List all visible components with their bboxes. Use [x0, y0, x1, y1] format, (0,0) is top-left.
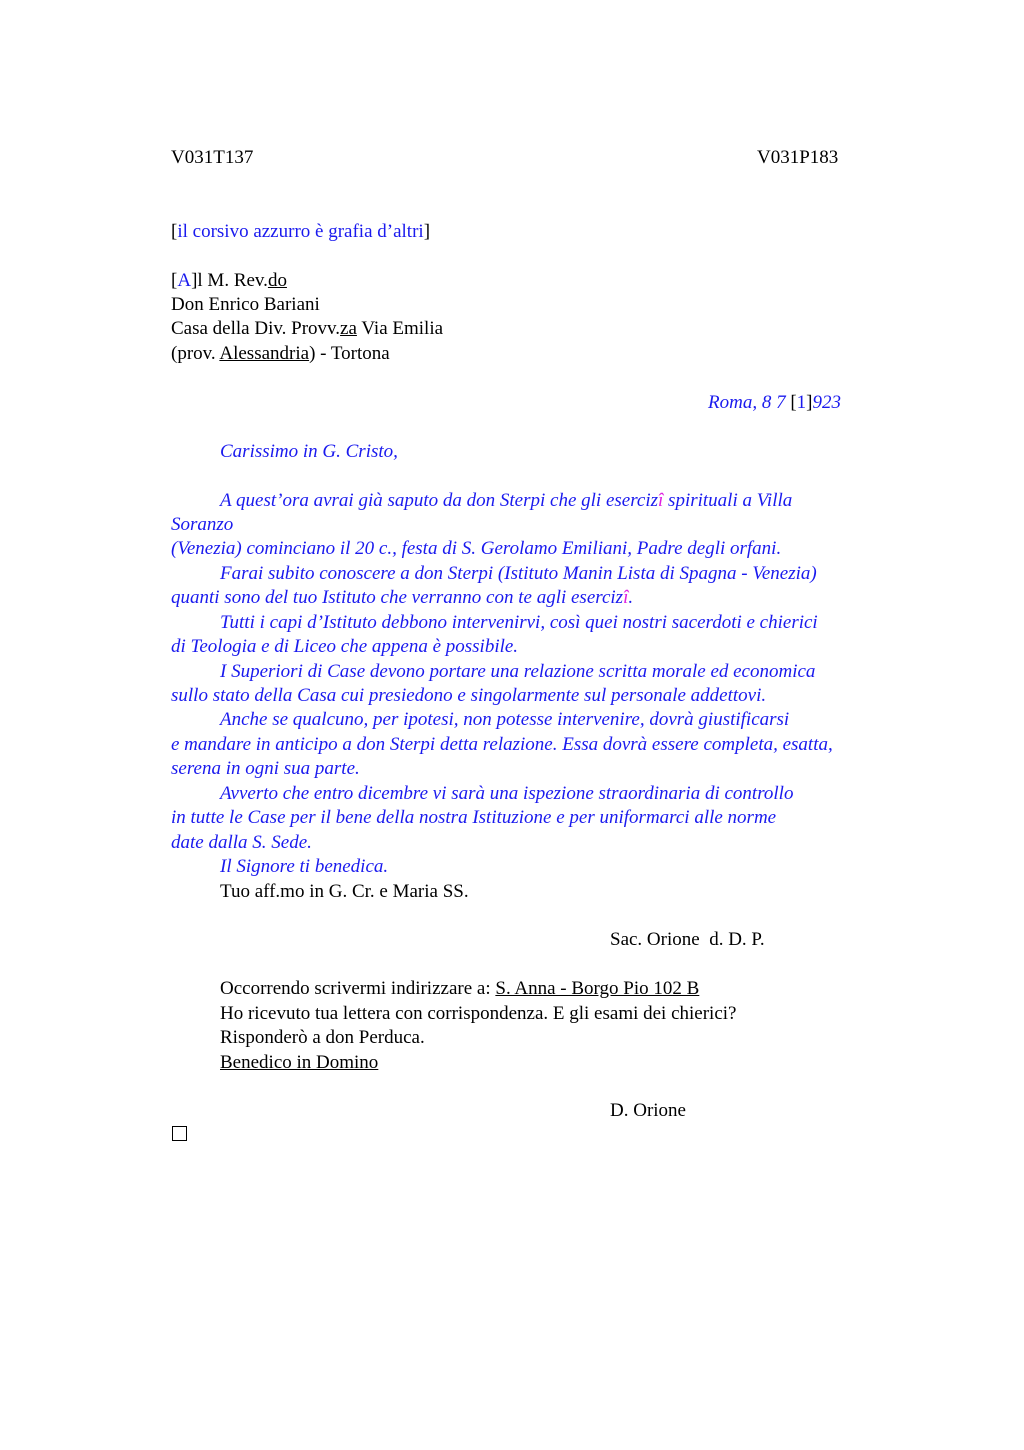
closing-line: Tuo aff.mo in G. Cr. e Maria SS. — [220, 881, 469, 902]
document-code-right: V031P183 — [757, 147, 839, 168]
postscript-line: Occorrendo scrivermi indirizzare a: S. Anna - Borgo Pio 102 B — [220, 978, 700, 999]
body-line: di Teologia e di Liceo che appena è possibile. — [171, 636, 519, 657]
body-line: Avverto che entro dicembre vi sarà una ispezione straordinaria di controllo — [220, 783, 794, 804]
letter-date: Roma, 8 7 [1]923 — [708, 392, 841, 413]
end-mark-box — [172, 1126, 187, 1141]
body-line: sullo stato della Casa cui presiedono e singolarmente sul personale addettovi. — [171, 685, 767, 706]
address-line-2: Don Enrico Bariani — [171, 294, 320, 315]
body-line: in tutte le Case per il bene della nostra Istituzione e per uniformarci alle norme — [171, 807, 777, 828]
body-line: Farai subito conoscere a don Sterpi (Istituto Manin Lista di Spagna - Venezia) — [220, 563, 817, 584]
body-line: date dalla S. Sede. — [171, 832, 312, 853]
postscript-line: Ho ricevuto tua lettera con corrispondenza. E gli esami dei chierici? — [220, 1003, 737, 1024]
salutation: Carissimo in G. Cristo, — [220, 441, 398, 462]
postscript-line: Risponderò a don Perduca. — [220, 1027, 425, 1048]
body-line: Soranzo — [171, 514, 234, 535]
body-line: (Venezia) cominciano il 20 c., festa di S. Gerolamo Emiliani, Padre degli orfani. — [171, 538, 782, 559]
body-line: quanti sono del tuo Istituto che verranno con te agli esercizî. — [171, 587, 634, 608]
document-code-left: V031T137 — [171, 147, 254, 168]
body-line: serena in ogni sua parte. — [171, 758, 360, 779]
body-line: I Superiori di Case devono portare una relazione scritta morale ed economica — [220, 661, 816, 682]
body-line: Anche se qualcuno, per ipotesi, non potesse intervenire, dovrà giustificarsi — [220, 709, 790, 730]
signature: D. Orione — [610, 1100, 686, 1121]
address-line-1: [A]l M. Rev.do — [171, 270, 287, 291]
editorial-note: [il corsivo azzurro è grafia d’altri] — [171, 221, 431, 242]
body-line: A quest’ora avrai già saputo da don Sterpi che gli esercizî spirituali a Villa — [220, 490, 793, 511]
address-line-3: Casa della Div. Provv.za Via Emilia — [171, 318, 444, 339]
body-line: e mandare in anticipo a don Sterpi detta relazione. Essa dovrà essere completa, esatta, — [171, 734, 833, 755]
address-line-4: (prov. Alessandria) - Tortona — [171, 343, 390, 364]
postscript-line: Benedico in Domino — [220, 1052, 379, 1073]
body-line: Tutti i capi d’Istituto debbono intervenirvi, così quei nostri sacerdoti e chierici — [220, 612, 818, 633]
body-line: Il Signore ti benedica. — [220, 856, 389, 877]
signature: Sac. Orione d. D. P. — [610, 929, 765, 950]
